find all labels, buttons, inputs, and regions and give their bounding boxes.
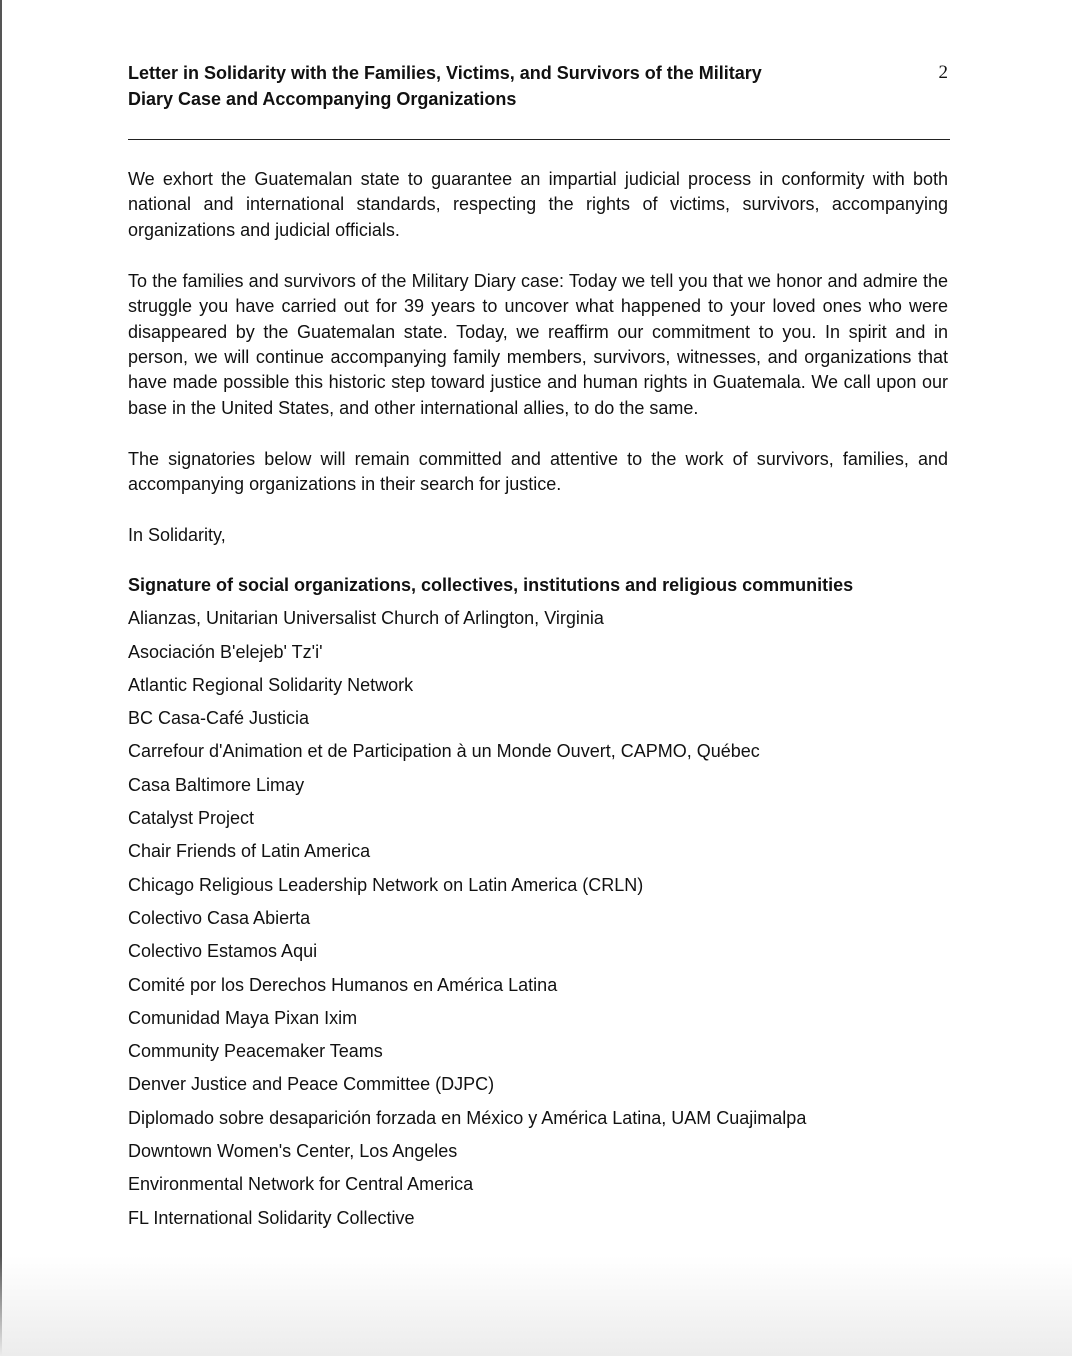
signature-item: Chicago Religious Leadership Network on Latin America (CRLN) (128, 874, 644, 895)
signature-item: Atlantic Regional Solidarity Network (128, 674, 414, 695)
signature-item: Colectivo Casa Abierta (128, 907, 311, 928)
signature-item: Colectivo Estamos Aqui (128, 941, 318, 962)
signature-item: BC Casa-Café Justicia (128, 708, 310, 729)
signature-item: Catalyst Project (128, 808, 255, 829)
signature-item: Comité por los Derechos Humanos en América Latina (128, 974, 558, 995)
signature-item: Community Peacemaker Teams (128, 1041, 383, 1062)
page-bottom-shadow (0, 1256, 1072, 1356)
signature-item: FL International Solidarity Collective (128, 1207, 415, 1228)
page-left-edge (0, 0, 2, 1356)
signature-item: Denver Justice and Peace Committee (DJPC) (128, 1074, 495, 1095)
page-header (128, 60, 950, 112)
header-divider (128, 139, 950, 140)
signatures-heading: Signature of social organizations, collectives, institutions and religious communities (128, 575, 854, 596)
signature-item: Environmental Network for Central America (128, 1174, 474, 1195)
signature-item: Casa Baltimore Limay (128, 774, 305, 795)
signatures-list (128, 606, 948, 1239)
letter-body (128, 167, 948, 1239)
signature-item: Carrefour d'Animation et de Participation à un Monde Ouvert, CAPMO, Québec (128, 741, 760, 762)
paragraph-signatories: The signatories below will remain committed and attentive to the work of survivors, families, and accompanying organizations in their search for justice. (128, 448, 948, 495)
signature-item: Comunidad Maya Pixan Ixim (128, 1007, 358, 1028)
signature-item: Downtown Women's Center, Los Angeles (128, 1141, 458, 1161)
letter-title: Letter in Solidarity with the Families, Victims, and Survivors of the Military Diary Case and Accompanying Organizations (128, 63, 762, 109)
page-number: 2 (938, 62, 948, 83)
closing-salutation: In Solidarity, (128, 525, 226, 546)
signature-item: Alianzas, Unitarian Universalist Church of Arlington, Virginia (128, 608, 604, 629)
paragraph-exhort: We exhort the Guatemalan state to guarantee an impartial judicial process in conformity with both national and international standards, respecting the rights of victims, survivors, accompanying organizations and judicial officials. (128, 169, 948, 240)
signature-item: Diplomado sobre desaparición forzada en México y América Latina, UAM Cuajimalpa (128, 1107, 807, 1128)
signature-item: Chair Friends of Latin America (128, 841, 371, 862)
paragraph-families: To the families and survivors of the Military Diary case: Today we tell you that we honor and admire the struggle you have carried out for 39 years to uncover what happened to your loved ones who were disappeared by the Guatemalan state. Today, we reaffirm our commitment to you. In spirit and in person, we will continue accompanying family members, survivors, witnesses, and organizations that have made possible this historic step toward justice and human rights in Guatemala. We call upon our base in the United States, and other international allies, to do the same. (128, 270, 948, 418)
signature-item: Asociación B'elejeb' Tz'i' (128, 641, 323, 662)
